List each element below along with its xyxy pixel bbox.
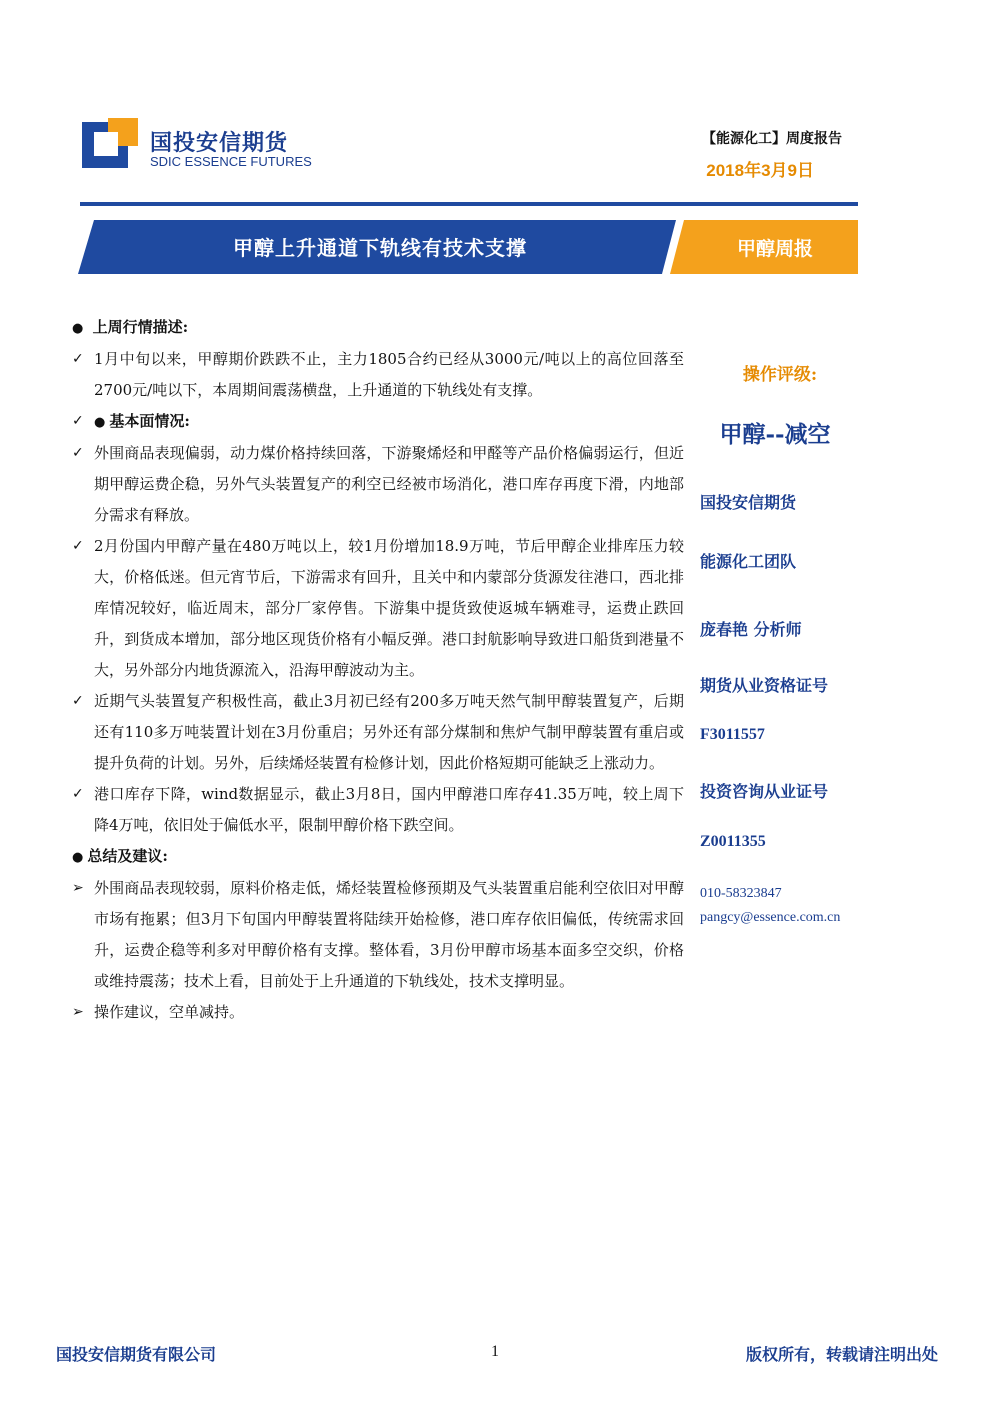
- checkmark-icon: ✓: [72, 786, 84, 802]
- header-divider: [80, 202, 858, 206]
- report-title: 甲醇上升通道下轨线有技术支撑: [233, 236, 527, 260]
- arrow-bullet-icon: ➢: [72, 880, 84, 896]
- checkmark-icon: ✓: [72, 445, 84, 461]
- logo-english-name: SDIC ESSENCE FUTURES: [150, 154, 312, 169]
- footer-copyright: 版权所有，转载请注明出处: [745, 1345, 938, 1364]
- report-date: 2018年3月9日: [706, 161, 814, 180]
- bullet-icon: ●: [72, 850, 84, 865]
- list-item: ✓ 港口库存下降，wind数据显示，截止3月8日，国内甲醇港口库存41.35万吨，较上周下降4万吨，依旧处于偏低水平，限制甲醇价格下跌空间。: [72, 779, 684, 841]
- sidebar-analyst: 庞春艳 分析师: [700, 620, 802, 639]
- checkmark-icon: ✓: [72, 351, 84, 367]
- checkmark-icon: ✓: [72, 413, 84, 429]
- report-series-title: 甲醇周报: [736, 238, 813, 260]
- report-type: 【能源化工】周度报告: [702, 131, 842, 147]
- section-heading-market: ● 上周行情描述:: [72, 318, 189, 336]
- bullet-icon: ●: [94, 415, 106, 430]
- list-item: ✓ 2月份国内甲醇产量在480万吨以上，较1月份增加18.9万吨，节后甲醇企业排库压力较大，价格低迷。但元宵节后，下游需求有回升，且关中和内蒙部分货源发往港口，西北排库情况较好，临近周末，部分厂家停售。下游集中提货致使返城车辆难寻，运费止跌回升，到货成本增加，部分地区现货价格有小幅反弹。港口封航影响导致进口船货到港量不大，另外部分内地货源流入，沿海甲醇波动为主。: [72, 531, 684, 686]
- list-item: ✓ 近期气头装置复产积极性高，截止3月初已经有200多万吨天然气制甲醇装置复产，后期还有110多万吨装置计划在3月份重启；另外还有部分煤制和焦炉气制甲醇装置有重启或提升负荷的计划。另外，后续烯烃装置有检修计划，因此价格短期可能缺乏上涨动力。: [72, 686, 684, 779]
- arrow-bullet-icon: ➢: [72, 1004, 84, 1020]
- futures-cert-label: 期货从业资格证号: [700, 676, 829, 695]
- checkmark-icon: ✓: [72, 693, 84, 709]
- list-item: ➢ 操作建议，空单减持。: [72, 997, 684, 1028]
- contact-email[interactable]: pangcy@essence.com.cn: [700, 910, 841, 925]
- checkmark-icon: ✓: [72, 538, 84, 554]
- rating-value: 甲醇--减空: [719, 421, 831, 448]
- list-item: ✓ 1月中旬以来，甲醇期价跌跌不止，主力1805合约已经从3000元/吨以上的高位回落至2700元/吨以下，本周期间震荡横盘，上升通道的下轨线处有支撑。: [72, 344, 684, 406]
- invest-cert-number: Z0011355: [700, 833, 766, 850]
- invest-cert-label: 投资咨询从业证号: [700, 782, 829, 801]
- contact-phone: 010-58323847: [700, 886, 782, 901]
- futures-cert-number: F3011557: [700, 726, 765, 743]
- list-item: ✓ 外围商品表现偏弱，动力煤价格持续回落，下游聚烯烃和甲醛等产品价格偏弱运行，但近期甲醇运费企稳，另外气头装置复产的利空已经被市场消化，港口库存再度下滑，内地部分需求有释放。: [72, 438, 684, 531]
- footer-company: 国投安信期货有限公司: [56, 1345, 217, 1364]
- sidebar-company: 国投安信期货: [700, 493, 797, 512]
- page-number: 1: [491, 1343, 499, 1360]
- logo-chinese-name: 国投安信期货: [150, 131, 289, 156]
- list-item: ➢ 外围商品表现较弱，原料价格走低，烯烃装置检修预期及气头装置重启能利空依旧对甲醇市场有拖累；但3月下旬国内甲醇装置将陆续开始检修，港口库存依旧偏低，传统需求回升，运费企稳等利多对甲醇价格有支撑。整体看，3月份甲醇市场基本面多空交织，价格或维持震荡；技术上看，目前处于上升通道的下轨线处，技术支撑明显。: [72, 873, 684, 997]
- company-logo-icon: [82, 118, 138, 168]
- section-heading-summary: ● 总结及建议:: [72, 847, 168, 865]
- report-body: [72, 312, 684, 1028]
- bullet-icon: ●: [72, 321, 84, 336]
- sidebar-team: 能源化工团队: [700, 552, 797, 571]
- rating-label: 操作评级:: [742, 365, 818, 385]
- section-heading-fundamental: ✓ ● 基本面情况:: [72, 406, 684, 438]
